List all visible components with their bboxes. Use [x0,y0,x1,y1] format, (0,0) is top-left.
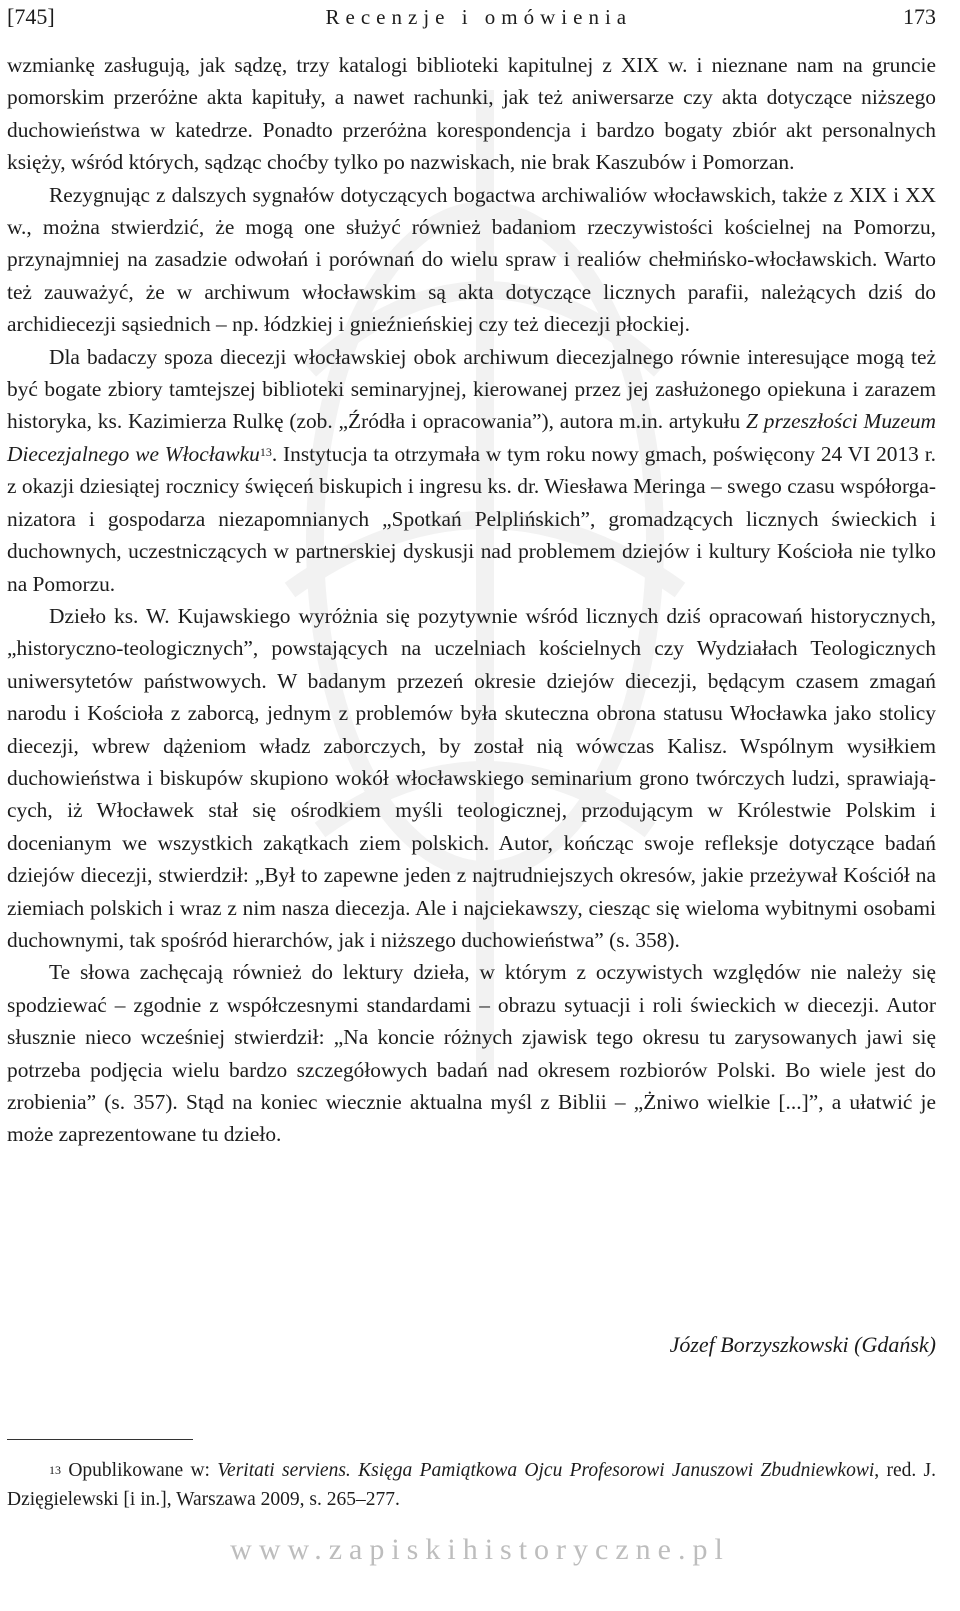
paragraph-5-text: Te słowa zachęcają również do lektury dzieła, w którym z oczywistych względów nie należy się spodziewać – zgodnie z współczesnymi standardami – obrazu sytuacji i roli świeckich w diecezji. Autor słusznie nieco wcześniej stwierdził: „Na koncie różnych zjawisk tego okresu tu zarysowanych jawi się potrzeba podjęcia wielu bardzo szczegółowych badań nad okresem rozbiorów Polski. Bo wiele jest do zrobienia” (s. 357). Stąd na koniec wiecznie aktualna myśl z Biblii – „Żniwo wielkie [...]”, a ułatwić je może zaprezentowane tu dzieło. [7,960,936,1147]
footnote-text-a: Opublikowane w: [68,1460,210,1481]
footnote-marker[interactable]: 13 [259,444,272,459]
author-signature: Józef Borzyszkowski (Gdańsk) [669,1332,936,1357]
section-title: Recenzje i omówienia [325,5,633,29]
paragraph-1-text: wzmiankę zasługują, jak sądzę, trzy katalogi biblioteki kapitulnej z XIX w. i nieznane nam na gruncie pomorskim przeróżne akta kapituły, a nawet rachunki, jak też aniwersarze czy akta dotyczące niższego duchowieństwa w katedrze. Ponadto przeróżna korespondencja i bardzo bogaty zbiór akt personalnych księży, wśród których, sądząc choćby tylko po nazwiskach, nie brak Kaszubów i Pomorzan. [7,53,936,175]
page-bracket-number: [745] [7,4,55,29]
main-text [7,49,936,1151]
page-number: 173 [903,4,936,29]
paragraph-2-text: Rezygnując z dalszych sygnałów dotyczących bogactwa archiwaliów włocławskich, także z XIX i XX w., można stwierdzić, że mogą one służyć również badaniom rzeczywistości kościelnej na Pomorzu, przynajmniej na zasadzie odwołań i porównań do wielu spraw i realiów chełmińsko-włocławskich. Warto też zauważyć, że w archiwum włocławskim są akta dotyczące licznych parafii, należących dziś do archidiecezji sąsiednich – np. łódzkiej i gnieźnieńskiej czy też diecezji płockiej. [7,182,936,337]
paragraph-3 [7,341,936,600]
footnote-number: 13 [49,1463,61,1477]
paragraph-3-text-a: Dla badaczy spoza diecezji włocławskiej obok archiwum diecezjalnego równie interesujące mogą też być bogate zbiory tamtejszej biblioteki seminaryjnej, kierowanej przez jej zasłużonego opiekuna i zarazem historyka, ks. Kazimierza Rulkę (zob. „Źródła i opracowania”), autora m.in. artykułu [7,344,936,434]
footnote-book-title: Veritati serviens. Księga Pamiątkowa Ojcu Profesorowi Januszowi Zbudniewkowi [217,1460,875,1481]
footnote [7,1456,936,1514]
running-header [7,4,936,34]
article-title: Z przeszłości Muzeum Diecezjalnego we Włocławku [7,409,936,466]
paragraph-4 [7,600,936,956]
footnote-divider [7,1439,193,1440]
paragraph-4-text: Dzieło ks. W. Kujawskiego wyróżnia się pozytywnie wśród licznych dziś opracowań historycznych, „historyczno-teologicznych”, powstających na uczelniach kościelnych czy Wydziałach Teologicznych uniwersytetów państwowych. W badanym przezeń okresie dziejów diecezji, będącym czasem zmagań narodu i Kościoła z zaborcą, jednym z problemów była skuteczna obrona statusu Włocławka jako stolicy diecezji, wbrew dążeniom władz zaborczych, by został nią wówczas Kalisz. Wspólnym wysiłkiem duchowieństwa i biskupów skupiono wokół włocławskiego seminarium grono twórczych ludzi, sprawiających, iż Włocławek stał się ośrodkiem myśli teologicznej, przodującym w Królestwie Polskim i docenianym we wszystkich zakątkach ziem polskich. Autor, kończąc swoje refleksje dotyczące badań dziejów diecezji, stwierdził: „Był to zapewne jeden z najtrudniejszych okresów, jakie przeżywał Kościół na ziemiach polskich i wraz z nim nasza diecezja. Ale i najciekawszy, ciesząc się wieloma wybitnymi osobami duchownymi, tak spośród hierarchów, jak i niższego duchowieństwa” (s. 358). [7,603,936,952]
footnote-text-b: , red. J. Dzięgielewski [i in.], Warszawa 2009, s. 265–277. [7,1460,937,1510]
website-watermark: www.zapiskihistoryczne.pl [230,1533,730,1566]
paragraph-2 [7,179,936,341]
paragraph-3-text-b: . Instytucja ta otrzymała w tym roku nowy gmach, poświęcony 24 VI 2013 r. z okazji dziesiątej rocznicy święceń biskupich i ingresu ks. dr. Wiesława Meringa – swego czasu współorganizatora i gospodarza niezapomnianych „Spotkań Pelplińskich”, gromadzących licznych świeckich i duchownych, uczestniczących w partnerskiej dyskusji nad problemem dziejów i kultury Kościoła nie tylko na Pomorzu. [7,441,936,596]
paragraph-5 [7,956,936,1150]
paragraph-1 [7,49,936,179]
